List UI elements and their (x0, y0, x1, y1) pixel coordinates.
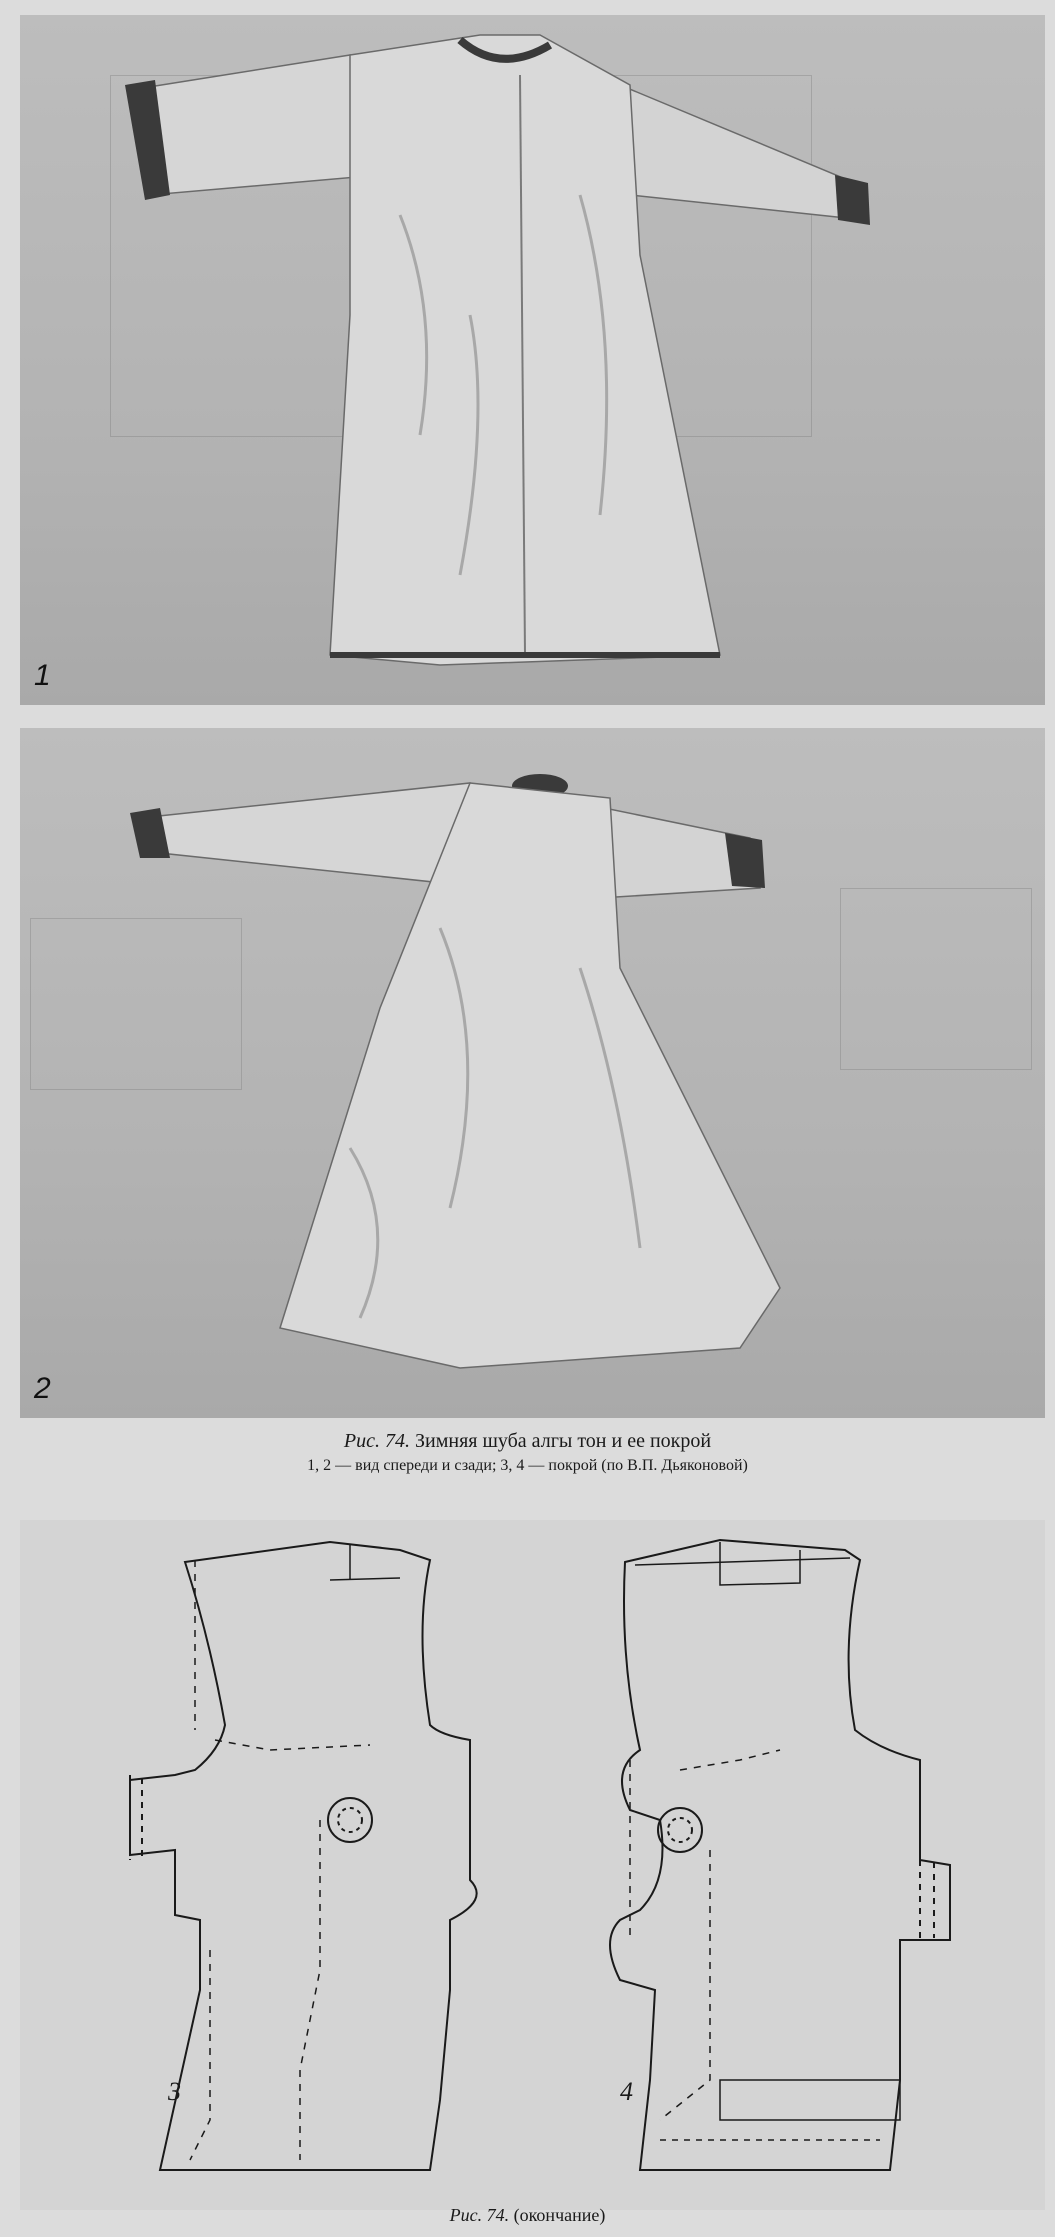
photo-number: 2 (34, 1372, 51, 1405)
caption-end-prefix: Рис. 74. (449, 2205, 510, 2225)
pattern-svg (20, 1520, 1045, 2210)
caption-title: Зимняя шуба алгы тон и ее покрой (414, 1430, 712, 1452)
pattern-drawings (20, 1520, 1045, 2210)
caption-subtitle: 1, 2 — вид спереди и сзади; 3, 4 — покрой (по В.П. Дьяконовой) (307, 1457, 748, 1474)
coat-front-illustration (20, 15, 1045, 705)
pattern-label-left: 3 (168, 2077, 181, 2106)
photo-front-view (20, 15, 1045, 705)
caption-prefix: Рис. 74. (343, 1430, 410, 1452)
figure-caption (0, 1430, 1055, 1475)
pattern-front (130, 1542, 477, 2170)
coat-back-illustration (20, 728, 1045, 1418)
photo-back-view (20, 728, 1045, 1418)
pattern-label-right: 4 (620, 2077, 633, 2106)
photo-number: 1 (34, 659, 51, 692)
pattern-back (610, 1540, 950, 2170)
caption-end-suffix: (окончание) (513, 2205, 606, 2225)
caption-title-line (0, 1430, 1055, 1453)
figure-caption-end (0, 2205, 1055, 2226)
